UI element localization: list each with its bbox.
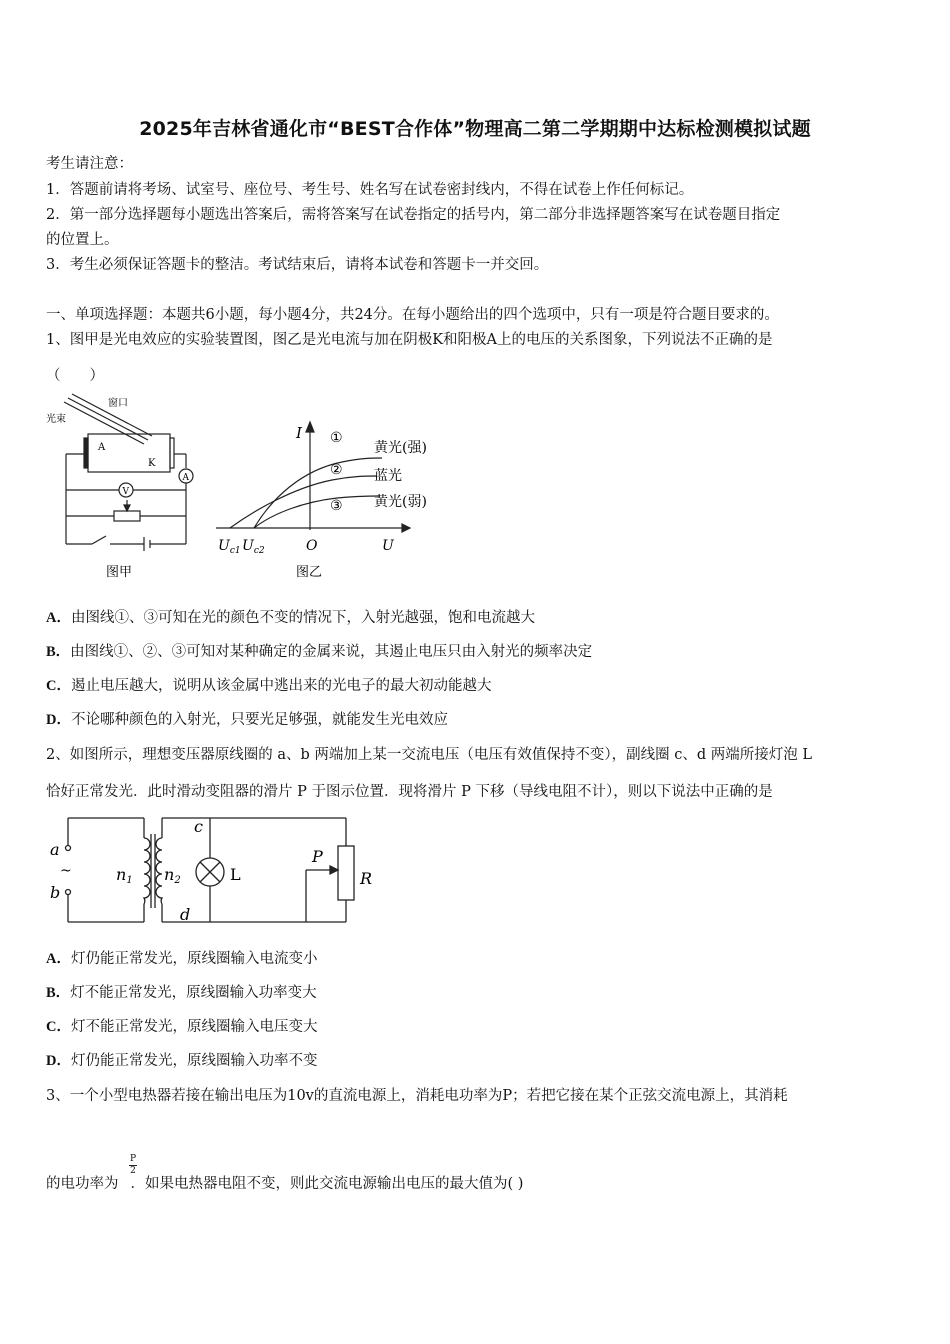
- q1-stem-line1: 1、图甲是光电效应的实验装置图，图乙是光电流与加在阴极K和阳极A上的电压的关系图象，下列说法不正确的是: [46, 332, 773, 348]
- notice-item-2: 2．第一部分选择题每小题选出答案后，需将答案写在试卷指定的括号内，第二部分非选择题答案写在试卷题目指定: [46, 207, 781, 223]
- y-axis-label: I: [296, 424, 302, 442]
- terminal-b: b: [50, 883, 61, 902]
- q2-stem-line2: 恰好正常发光．此时滑动变阻器的滑片 P 于图示位置．现将滑片 P 下移（导线电阻不计），则以下说法中正确的是: [46, 784, 773, 800]
- n2-label: n2: [164, 865, 181, 886]
- q1-option-d: D．不论哪种颜色的入射光，只要光足够强，就能发生光电效应: [46, 712, 448, 728]
- q3-fraction-numerator: P: [129, 1154, 137, 1164]
- notice-item-3: 3．考生必须保证答题卡的整洁。考试结束后，请将本试卷和答题卡一并交回。: [46, 257, 549, 273]
- q2-option-b: B．灯不能正常发光，原线圈输入功率变大: [46, 985, 317, 1001]
- figure-a-caption: 图甲: [106, 565, 133, 580]
- x-axis-label: U: [382, 538, 394, 554]
- q1-option-a: A．由图线①、③可知在光的颜色不变的情况下，入射光越强，饱和电流越大: [46, 610, 535, 626]
- n1-label: n1: [116, 865, 133, 886]
- terminal-a: a: [50, 840, 60, 859]
- voltmeter-label: V: [122, 487, 129, 497]
- slider-label: P: [312, 847, 323, 866]
- q3-stem-line1: 3、一个小型电热器若接在输出电压为10v的直流电源上，消耗电功率为P；若把它接在某个正弦交流电源上，其消耗: [46, 1088, 788, 1104]
- curve3-label: 黄光(弱): [374, 494, 427, 510]
- lamp-label: L: [230, 865, 241, 884]
- ac-symbol: ~: [60, 863, 72, 879]
- notice-item-1: 1．答题前请将考场、试室号、座位号、考生号、姓名写在试卷密封线内，不得在试卷上作任何标记。: [46, 182, 694, 198]
- uc2-label: $U_{c2}$: [242, 538, 265, 556]
- q1-figure-iu-graph: [212, 418, 452, 584]
- q2-option-c: C．灯不能正常发光，原线圈输入电压变大: [46, 1019, 318, 1035]
- section-heading: 一、单项选择题：本题共6小题，每小题4分，共24分。在每小题给出的四个选项中，只有一项是符合题目要求的。: [46, 307, 779, 323]
- curve3-marker: ③: [330, 498, 343, 514]
- light-beam-label: 光束: [46, 414, 66, 425]
- resistor-label: R: [360, 869, 373, 888]
- q1-figure-apparatus: [44, 392, 200, 584]
- q1-option-c: C．遏止电压越大，说明从该金属中逃出来的光电子的最大初动能越大: [46, 678, 492, 694]
- origin-label: O: [306, 538, 318, 554]
- terminal-d: d: [180, 905, 191, 924]
- notice-heading: 考生请注意：: [46, 156, 133, 172]
- terminal-c: c: [194, 817, 203, 836]
- curve2-marker: ②: [330, 462, 343, 478]
- curve1-marker: ①: [330, 430, 343, 446]
- window-label: 窗口: [108, 398, 128, 409]
- notice-item-2-cont: 的位置上。: [46, 232, 119, 248]
- figure-b-caption: 图乙: [296, 565, 323, 580]
- q1-option-b: B．由图线①、②、③可知对某种确定的金属来说，其遏止电压只由入射光的频率决定: [46, 644, 593, 660]
- uc1-label: $U_{c1}$: [218, 538, 241, 556]
- q2-option-a: A．灯仍能正常发光，原线圈输入电流变小: [46, 951, 318, 967]
- q1-stem-line2: （ ）: [46, 368, 104, 384]
- ammeter-label: A: [182, 473, 189, 483]
- q2-stem-line1: 2、如图所示，理想变压器原线圈的 a、b 两端加上某一交流电压（电压有效值保持不变），副线圈 c、d 两端所接灯泡 L: [46, 747, 812, 763]
- anode-label: A: [98, 442, 106, 453]
- cathode-label: K: [148, 458, 156, 469]
- q3-stem-line2: 的电功率为 ．如果电热器电阻不变，则此交流电源输出电压的最大值为( ): [46, 1176, 524, 1192]
- curve1-label: 黄光(强): [374, 440, 427, 456]
- q3-fraction-denominator: 2: [130, 1166, 136, 1176]
- q2-figure-transformer: [44, 808, 374, 930]
- q2-option-d: D．灯仍能正常发光，原线圈输入功率不变: [46, 1053, 318, 1069]
- curve2-label: 蓝光: [374, 468, 402, 484]
- page-title: 2025年吉林省通化市“BEST合作体”物理高二第二学期期中达标检测模拟试题: [139, 118, 811, 140]
